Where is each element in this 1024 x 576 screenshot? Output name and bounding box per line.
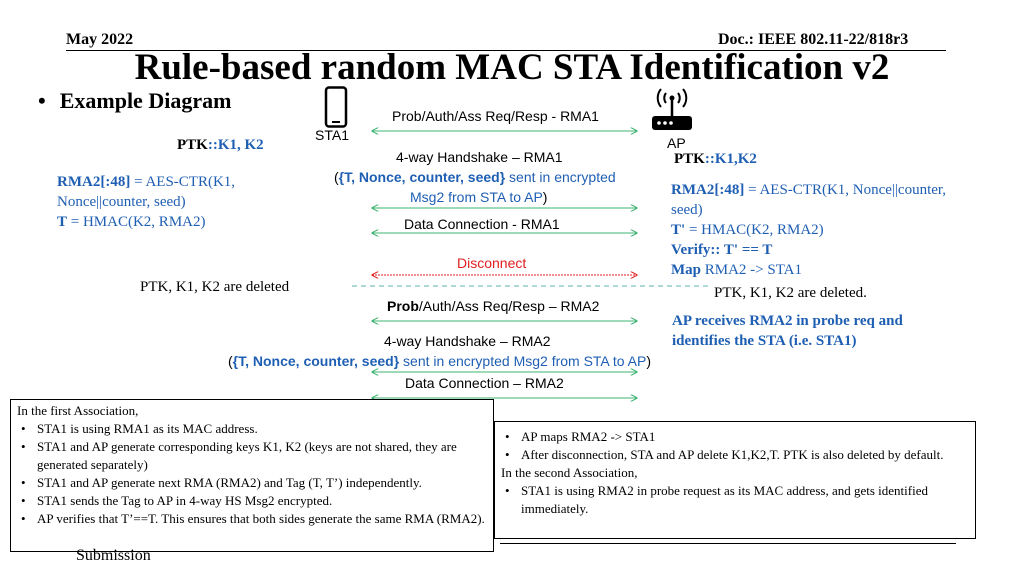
list-item: • AP verifies that T’==T. This ensures that both sides generate the same RMA (RMA2). xyxy=(37,510,487,528)
msg-disconnect: Disconnect xyxy=(457,255,527,271)
sta-derivation: RMA2[:48] = AES-CTR(K1, Nonce||counter, seed) T = HMAC(K2, RMA2) xyxy=(57,174,236,230)
msg-data-rma2: Data Connection – RMA2 xyxy=(405,375,564,391)
list-item: • After disconnection, STA and AP delete K1,K2,T. PTK is also deleted by default. xyxy=(521,446,969,464)
msg-assoc-rma2: Prob/Auth/Ass Req/Resp – RMA2 xyxy=(387,298,600,314)
msg-handshake-rma1: 4-way Handshake – RMA1 xyxy=(396,149,563,165)
first-association-heading: In the first Association, xyxy=(17,403,139,418)
msg-data-rma1: Data Connection - RMA1 xyxy=(404,216,560,232)
ap-receives-rma2: AP receives RMA2 in probe req and identifies the STA (i.e. STA1) xyxy=(672,313,903,349)
msg-handshake-rma2-detail: ({T, Nonce, counter, seed} sent in encrypted Msg2 from STA to AP) xyxy=(228,353,652,369)
ap-keys-deleted: PTK, K1, K2 are deleted. xyxy=(714,285,867,301)
header-doc-id: Doc.: IEEE 802.11-22/818r3 xyxy=(718,31,909,48)
header-date: May 2022 xyxy=(66,31,134,48)
ap-derivation: RMA2[:48] = AES-CTR(K1, Nonce||counter, seed) T' = HMAC(K2, RMA2) Verify:: T' == T Map RMA2 -> STA1 xyxy=(671,182,947,278)
footer-rule xyxy=(500,543,956,544)
first-association-notes xyxy=(10,399,494,552)
second-association-heading: In the second Association, xyxy=(501,465,638,480)
sta-keys-deleted: PTK, K1, K2 are deleted xyxy=(140,279,290,295)
msg-handshake-rma1-detail: ({T, Nonce, counter, seed} sent in encrypted xyxy=(334,169,616,185)
list-item: • AP maps RMA2 -> STA1 xyxy=(521,428,969,446)
slide-title: Rule-based random MAC STA Identification v2 xyxy=(134,47,890,88)
second-association-notes xyxy=(494,421,976,539)
msg-handshake-rma2: 4-way Handshake – RMA2 xyxy=(384,333,551,349)
list-item: • STA1 and AP generate next RMA (RMA2) and Tag (T, T’) independently. xyxy=(37,474,487,492)
footer-submission: Submission xyxy=(76,547,151,564)
list-item: • STA1 is using RMA2 in probe request as its MAC address, and gets identified immediately. xyxy=(521,482,969,518)
ap-label: AP xyxy=(667,135,686,151)
sta-ptk: PTK::K1, K2 xyxy=(177,137,264,153)
sta-label: STA1 xyxy=(315,127,349,143)
msg-assoc-rma1: Prob/Auth/Ass Req/Resp - RMA1 xyxy=(392,108,599,124)
list-item: • STA1 and AP generate corresponding keys K1, K2 (keys are not shared, they are generated separately) xyxy=(37,438,487,474)
msg-handshake-rma1-detail-2: Msg2 from STA to AP) xyxy=(410,189,548,205)
bullet-heading: • Example Diagram xyxy=(38,88,232,113)
list-item: • STA1 sends the Tag to AP in 4-way HS Msg2 encrypted. xyxy=(37,492,487,510)
ap-ptk: PTK::K1,K2 xyxy=(674,151,757,167)
list-item: • STA1 is using RMA1 as its MAC address. xyxy=(37,420,487,438)
